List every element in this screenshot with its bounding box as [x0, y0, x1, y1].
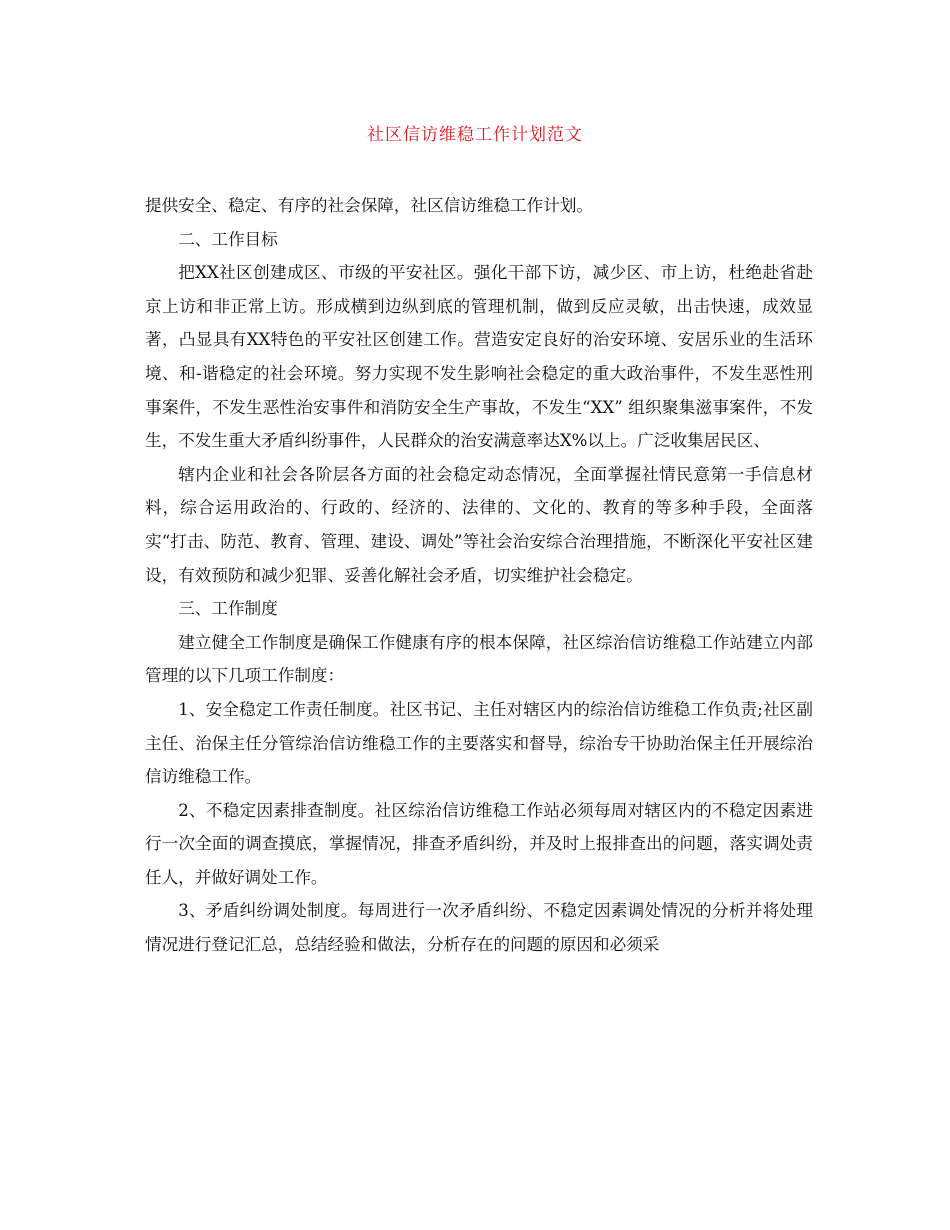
paragraph-goals: 把XX社区创建成区、市级的平安社区。强化干部下访，减少区、市上访，杜绝赴省赴京上访和非正常上访。形成横到边纵到底的管理机制，做到反应灵敏，出击快速，成效显著，凸显具有XX特色的平安社区创建工作。营造安定良好的治安环境、安居乐业的生活环境、和-谐稳定的社会环境。努力实现不发生影响社会稳定的重大政治事件，不发生恶性刑事案件，不发生恶性治安事件和消防安全生产事故，不发生“XX” 组织聚集滋事案件，不发生，不发生重大矛盾纠纷事件，人民群众的治安满意率达X%以上。广泛收集居民区、	[145, 263, 813, 451]
heading-work-goals: 二、工作目标	[178, 229, 278, 249]
document-title: 社区信访维稳工作计划范文	[367, 125, 583, 145]
paragraph-system-intro: 建立健全工作制度是确保工作健康有序的根本保障，社区综治信访维稳工作站建立内部管理的以下几项工作制度：	[145, 632, 813, 686]
paragraph-goals-continued: 辖内企业和社会各阶层各方面的社会稳定动态情况，全面掌握社情民意第一手信息材料，综合运用政治的、行政的、经济的、法律的、文化的、教育的等多种手段，全面落实“打击、防范、教育、管理、建设、调处”等社会治安综合治理措施，不断深化平安社区建设，有效预防和减少犯罪、妥善化解社会矛盾，切实维护社会稳定。	[145, 464, 813, 585]
heading-work-system: 三、工作制度	[178, 599, 278, 619]
document-body	[145, 189, 813, 962]
paragraph-system-item-2: 2、不稳定因素排查制度。社区综治信访维稳工作站必须每周对辖区内的不稳定因素进行一次全面的调查摸底，掌握情况，排查矛盾纠纷，并及时上报排查出的问题，落实调处责任人，并做好调处工作。	[145, 800, 813, 887]
paragraph-system-item-3: 3、矛盾纠纷调处制度。每周进行一次矛盾纠纷、不稳定因素调处情况的分析并将处理情况进行登记汇总，总结经验和做法，分析存在的问题的原因和必须采	[145, 901, 813, 955]
paragraph-intro: 提供安全、稳定、有序的社会保障，社区信访维稳工作计划。	[145, 196, 594, 215]
paragraph-system-item-1: 1、安全稳定工作责任制度。社区书记、主任对辖区内的综治信访维稳工作负责;社区副主任、治保主任分管综治信访维稳工作的主要落实和督导，综治专干协助治保主任开展综治信访维稳工作。	[145, 699, 813, 787]
